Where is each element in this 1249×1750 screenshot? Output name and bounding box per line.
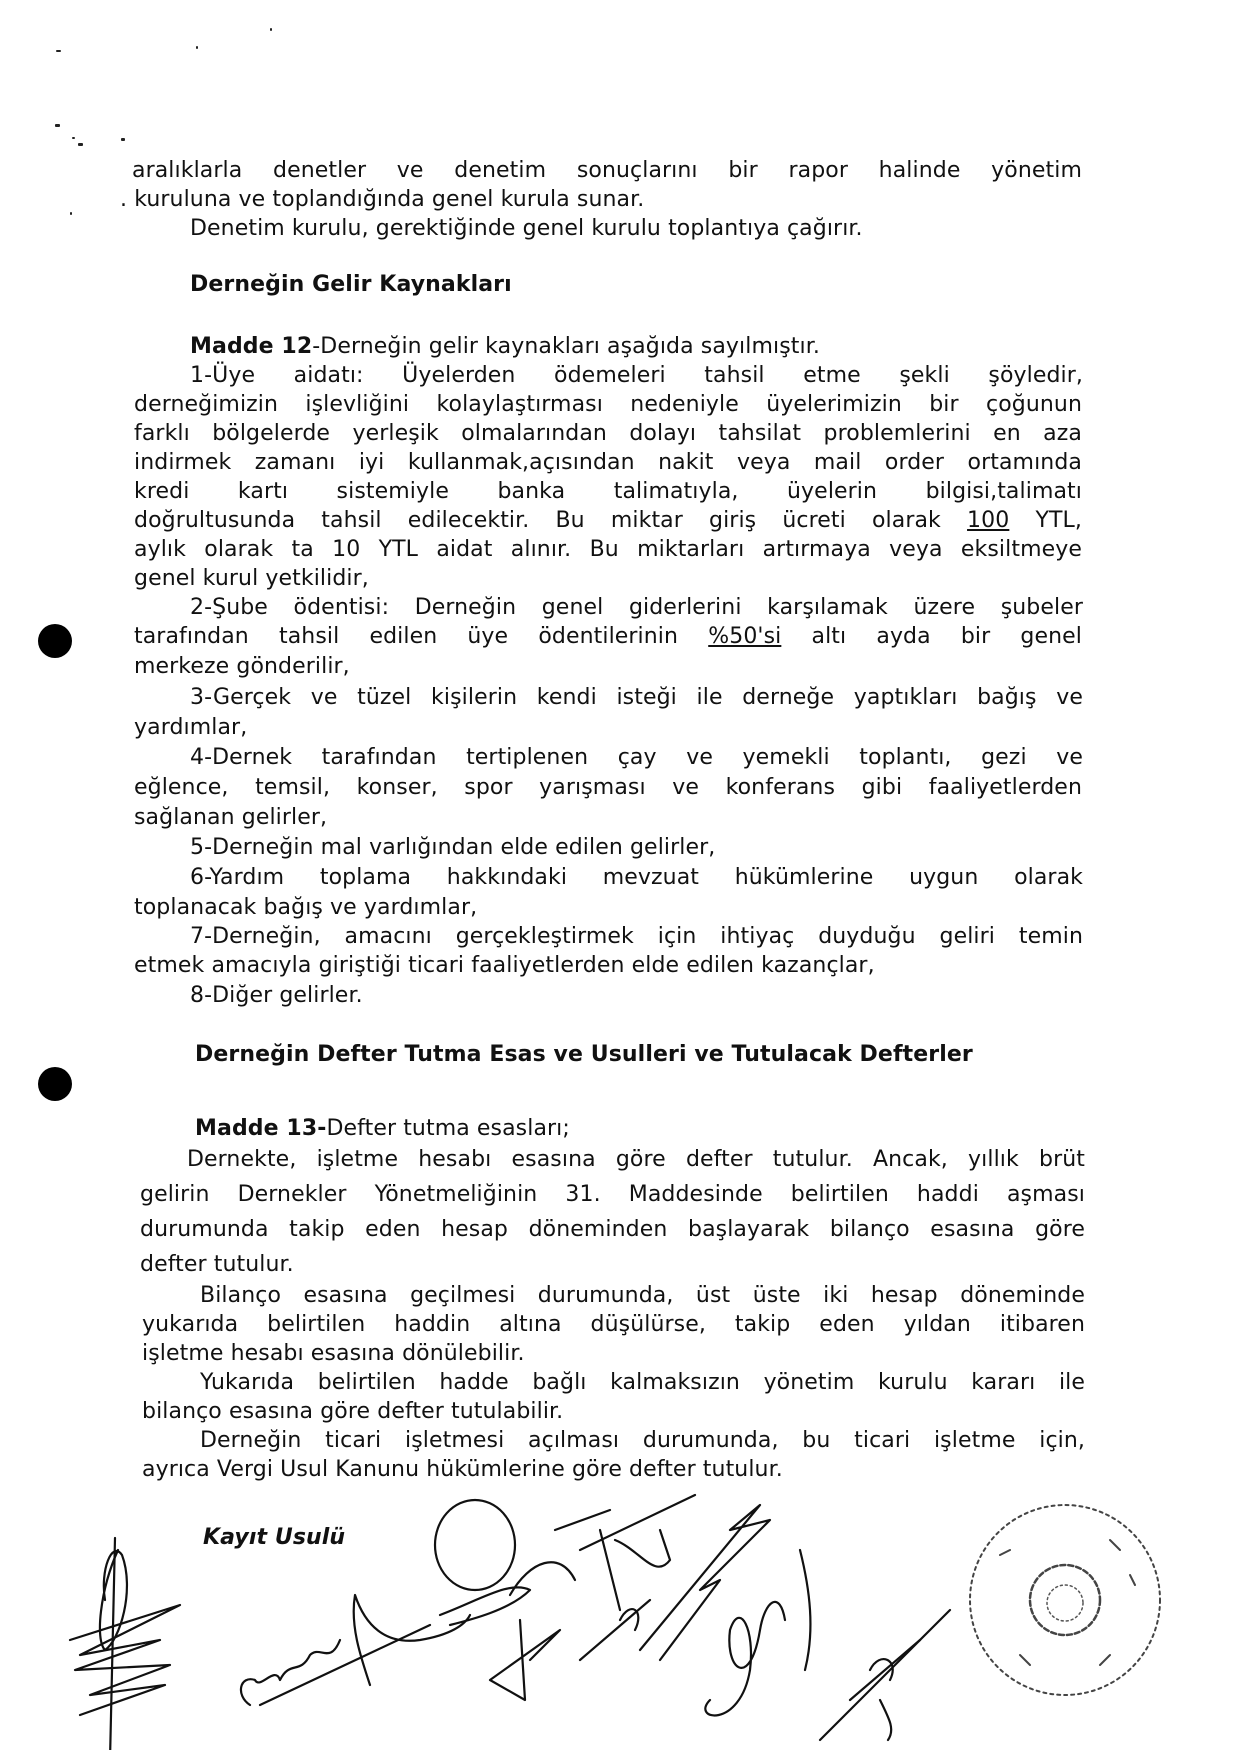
scan-speck bbox=[55, 124, 60, 127]
body-text-span: altı ayda bir genel bbox=[811, 624, 1082, 649]
list-item-3-line: yardımlar, bbox=[134, 715, 248, 740]
body-text-line: Denetim kurulu, gerektiğinde genel kurulu toplantıya çağırır. bbox=[190, 216, 863, 241]
paragraph-line: işletme hesabı esasına dönülebilir. bbox=[142, 1341, 525, 1366]
list-item-6-line: 6-Yardım toplama hakkındaki mevzuat hükümlerine uygun olarak bbox=[190, 865, 1083, 890]
article-intro-text: -Derneğin gelir kaynakları aşağıda sayılmıştır. bbox=[312, 334, 820, 359]
paragraph-line: defter tutulur. bbox=[140, 1252, 294, 1277]
signature-5 bbox=[640, 1490, 820, 1740]
list-item-2-line: 2-Şube ödentisi: Derneğin genel giderlerini karşılamak üzere şubeler bbox=[190, 595, 1083, 620]
list-item-4-line: eğlence, temsil, konser, spor yarışması ve konferans gibi faaliyetlerden bbox=[134, 775, 1082, 800]
paragraph-line: ayrıca Vergi Usul Kanunu hükümlerine göre defter tutulur. bbox=[142, 1457, 783, 1482]
body-text-span: doğrultusunda tahsil edilecektir. Bu miktar giriş ücreti olarak bbox=[134, 508, 941, 533]
list-item-1-line: derneğimizin işlevliğini kolaylaştırması nedeniyle üyelerimizin bir çoğunun bbox=[134, 392, 1082, 417]
list-item-5-line: 5-Derneğin mal varlığından elde edilen gelirler, bbox=[190, 835, 716, 860]
list-item-1-line: kredi kartı sistemiyle banka talimatıyla, üyelerin bilgisi,talimatı bbox=[134, 479, 1082, 504]
list-item-7-line: 7-Derneğin, amacını gerçekleştirmek için ihtiyaç duyduğu geliri temin bbox=[190, 924, 1083, 949]
official-seal-stamp bbox=[960, 1495, 1170, 1705]
body-text-line: . kuruluna ve toplandığında genel kurula sunar. bbox=[120, 187, 645, 212]
body-text-line: aralıklarla denetler ve denetim sonuçlarını bir rapor halinde yönetim bbox=[132, 158, 1082, 183]
paragraph-line: yukarıda belirtilen haddin altına düşülürse, takip eden yıldan itibaren bbox=[142, 1312, 1085, 1337]
paragraph-line: Yukarıda belirtilen hadde bağlı kalmaksızın yönetim kurulu kararı ile bbox=[200, 1370, 1085, 1395]
paragraph-line: durumunda takip eden hesap döneminden başlayarak bilanço esasına göre bbox=[140, 1217, 1085, 1242]
article-intro-text: Defter tutma esasları; bbox=[326, 1116, 570, 1141]
paragraph-line: bilanço esasına göre defter tutulabilir. bbox=[142, 1399, 564, 1424]
section-heading-books: Derneğin Defter Tutma Esas ve Usulleri ve Tutulacak Defterler bbox=[195, 1042, 973, 1067]
list-item-4-line: sağlanan gelirler, bbox=[134, 805, 328, 830]
scan-speck bbox=[72, 137, 75, 139]
article-13-intro bbox=[195, 1115, 570, 1143]
signature-1 bbox=[60, 1530, 200, 1740]
scan-speck bbox=[56, 50, 61, 52]
list-item-4-line: 4-Dernek tarafından tertiplenen çay ve yemekli toplantı, gezi ve bbox=[190, 745, 1083, 770]
paragraph-line: Derneğin ticari işletmesi açılması durumunda, bu ticari işletme için, bbox=[200, 1428, 1085, 1453]
list-item-8-line: 8-Diğer gelirler. bbox=[190, 983, 363, 1008]
list-item-2-line bbox=[134, 623, 1082, 651]
punch-hole-mark bbox=[38, 1067, 72, 1101]
body-text-span: kuruluna ve toplandığında genel kurula sunar. bbox=[134, 187, 645, 212]
list-item-2-line: merkeze gönderilir, bbox=[134, 654, 350, 679]
article-label: Madde 13- bbox=[195, 1116, 327, 1141]
branch-share-percentage: %50'si bbox=[708, 624, 782, 649]
scan-speck bbox=[70, 212, 72, 215]
body-text-span: YTL, bbox=[1035, 508, 1083, 533]
punch-hole-mark bbox=[38, 624, 72, 658]
list-item-6-line: toplanacak bağış ve yardımlar, bbox=[134, 895, 478, 920]
scan-speck bbox=[78, 143, 83, 146]
paragraph-line: Bilanço esasına geçilmesi durumunda, üst üste iki hesap döneminde bbox=[200, 1283, 1085, 1308]
scan-speck bbox=[270, 28, 272, 31]
list-item-7-line: etmek amacıyla giriştiği ticari faaliyetlerden elde edilen kazançlar, bbox=[134, 953, 875, 978]
scan-speck bbox=[196, 46, 198, 49]
list-item-3-line: 3-Gerçek ve tüzel kişilerin kendi isteği ile derneğe yaptıkları bağış ve bbox=[190, 685, 1083, 710]
list-item-1-line bbox=[134, 507, 1082, 535]
list-item-1-line: aylık olarak ta 10 YTL aidat alınır. Bu miktarları artırmaya veya eksiltmeye bbox=[134, 537, 1082, 562]
list-item-1-line: indirmek zamanı iyi kullanmak,açısından nakit veya mail order ortamında bbox=[134, 450, 1082, 475]
list-item-1-line: farklı bölgelerde yerleşik olmalarından dolayı tahsilat problemlerini en aza bbox=[134, 421, 1082, 446]
signature-6 bbox=[810, 1550, 960, 1750]
section-heading-income: Derneğin Gelir Kaynakları bbox=[190, 272, 512, 297]
entry-fee-amount: 100 bbox=[967, 508, 1010, 533]
article-label: Madde 12 bbox=[190, 334, 313, 359]
paragraph-line: Dernekte, işletme hesabı esasına göre defter tutulur. Ancak, yıllık brüt bbox=[187, 1147, 1085, 1172]
list-item-1-line: genel kurul yetkilidir, bbox=[134, 566, 369, 591]
section-heading-registration: Kayıt Usulü bbox=[203, 1525, 346, 1550]
article-12-intro bbox=[190, 333, 820, 361]
scan-speck bbox=[121, 138, 125, 141]
list-item-1-line: 1-Üye aidatı: Üyelerden ödemeleri tahsil etme şekli şöyledir, bbox=[190, 363, 1083, 388]
body-text-span: tarafından tahsil edilen üye ödentilerinin bbox=[134, 624, 679, 649]
paragraph-line: gelirin Dernekler Yönetmeliğinin 31. Maddesinde belirtilen haddi aşması bbox=[140, 1182, 1085, 1207]
